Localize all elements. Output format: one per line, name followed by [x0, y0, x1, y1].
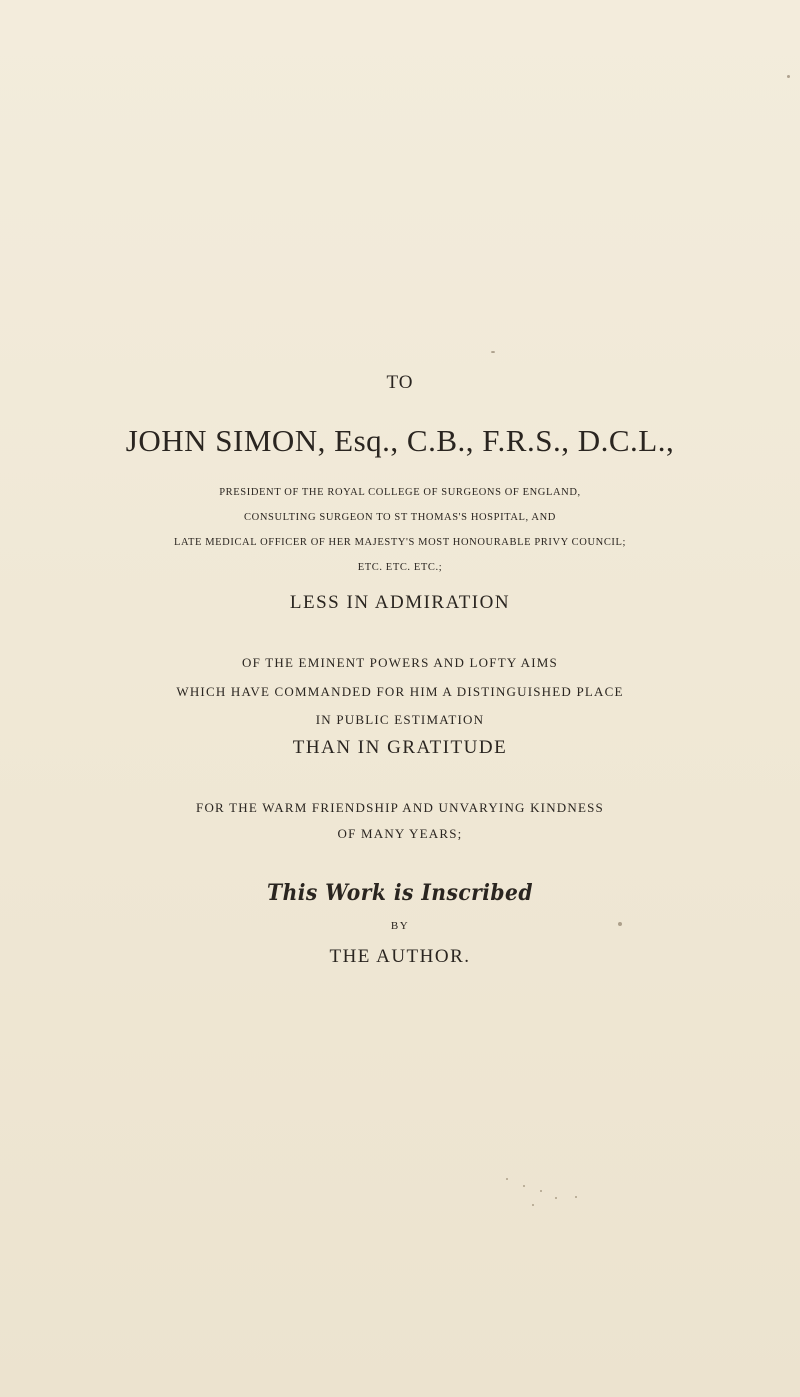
inscription-line: This Work is Inscribed: [267, 880, 533, 906]
paper-speck: [506, 1178, 508, 1180]
paper-speck: [575, 1196, 577, 1198]
less-in-admiration-heading: LESS IN ADMIRATION: [289, 592, 511, 613]
dedicatee-title-line-3: LATE MEDICAL OFFICER OF HER MAJESTY'S MOST HONOURABLE PRIVY COUNCIL;: [173, 537, 627, 548]
admiration-line-2: WHICH HAVE COMMANDED FOR HIM A DISTINGUISHED PLACE: [176, 684, 624, 699]
admiration-line-3: IN PUBLIC ESTIMATION: [315, 712, 485, 727]
paper-speck: [523, 1185, 525, 1187]
admiration-line-1: OF THE EMINENT POWERS AND LOFTY AIMS: [242, 655, 558, 670]
paper-speck: [787, 75, 790, 78]
paper-speck: [618, 922, 622, 926]
paper-speck: [532, 1204, 534, 1206]
author-line: THE AUTHOR.: [329, 946, 471, 967]
dedication-to: TO: [386, 372, 414, 393]
paper-speck: [540, 1190, 542, 1192]
gratitude-line-2: OF MANY YEARS;: [337, 826, 463, 841]
gratitude-line-1: FOR THE WARM FRIENDSHIP AND UNVARYING KINDNESS: [196, 800, 604, 815]
by-line: BY: [390, 920, 410, 932]
dedicatee-name: JOHN SIMON, Esq., C.B., F.R.S., D.C.L.,: [125, 423, 675, 458]
than-in-gratitude-heading: THAN IN GRATITUDE: [292, 737, 508, 758]
paper-speck: [491, 351, 495, 353]
dedicatee-title-line-4: ETC. ETC. ETC.;: [357, 562, 443, 573]
dedicatee-title-line-2: CONSULTING SURGEON TO ST THOMAS'S HOSPITAL, AND: [244, 512, 556, 523]
paper-speck: [555, 1197, 557, 1199]
dedicatee-title-line-1: PRESIDENT OF THE ROYAL COLLEGE OF SURGEONS OF ENGLAND,: [219, 487, 581, 498]
